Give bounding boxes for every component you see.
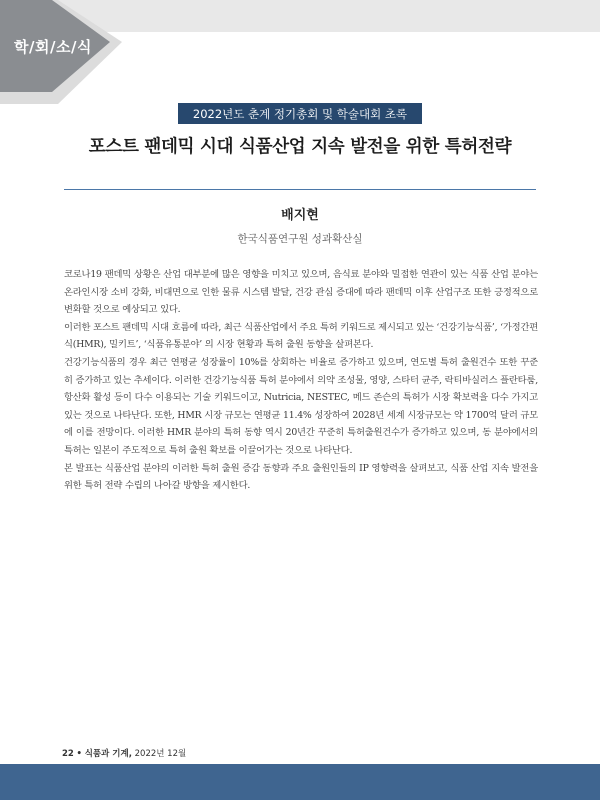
author-affiliation: 한국식품연구원 성과확산실	[237, 233, 363, 245]
journal-issue: 2022년 12월	[134, 749, 187, 759]
conference-banner	[178, 103, 422, 124]
abstract-body	[64, 266, 538, 495]
author-name: 배지현	[281, 208, 319, 223]
abstract-paragraph: 이러한 포스트 팬데믹 시대 흐름에 따라, 최근 식품산업에서 주요 특허 키워드로 제시되고 있는 ‘건강기능식품’, ‘가정간편식(HMR), 밀키트’, ‘식품유통분야’ 의 시장 현황과 특허 출원 동향을 살펴본다.	[64, 321, 538, 351]
title-divider	[64, 189, 536, 190]
abstract-paragraph: 건강기능식품의 경우 최근 연평균 성장률이 10%를 상회하는 비율로 증가하고 있으며, 연도별 특허 출원건수 또한 꾸준히 증가하고 있는 추세이다. 이러한 건강기능식품 특허 분야에서 의약 조성물, 영양, 스타터 균주, 락티바실러스 플란타룸, 항산화 활성 등이 다수 이용되는 기술 키워드이고, Nutricia, NESTEC, 메드 존슨의 특허가 시장 확보력을 다수 가지고 있는 것으로 나타난다. 또한, HMR 시장 규모는 연평균 11.4% 성장하여 2028년 세계 시장규모는 약 1700억 달러 규모에 이를 전망이다. 이러한 HMR 분야의 특허 동향 역시 20년간 꾸준히 특허출원건수가 증가하고 있으며, 동 분야에서의 특허는 일본이 주도적으로 특허 출원 확보를 이끌어가는 것으로 나타난다.	[64, 356, 538, 456]
article-title: 포스트 팬데믹 시대 식품산업 지속 발전을 위한 특허전략	[88, 137, 512, 157]
page-number: 22	[62, 749, 74, 759]
section-label: 학/회/소/식	[14, 38, 92, 56]
footer-bullet: •	[76, 749, 82, 759]
abstract-paragraph: 본 발표는 식품산업 분야의 이러한 특허 출원 증감 동향과 주요 출원인들의 IP 영향력을 살펴보고, 식품 산업 지속 발전을 위한 특허 전략 수립의 나아갈 방향을 제시한다.	[64, 462, 538, 492]
journal-name: 식품과 기계,	[84, 749, 132, 759]
abstract-paragraph: 코로나19 팬데믹 상황은 산업 대부분에 많은 영향을 미치고 있으며, 음식료 분야와 밀접한 연관이 있는 식품 산업 분야는 온라인시장 소비 강화, 비대면으로 인한 물류 시스템 발달, 건강 관심 증대에 따라 팬데믹 이후 산업구조 또한 긍정적으로 변화할 것으로 예상되고 있다.	[64, 269, 538, 316]
conference-banner-text: 2022년도 춘계 정기총회 및 학술대회 초록	[192, 106, 408, 121]
footer-band	[0, 764, 600, 800]
page-footer	[62, 747, 186, 759]
